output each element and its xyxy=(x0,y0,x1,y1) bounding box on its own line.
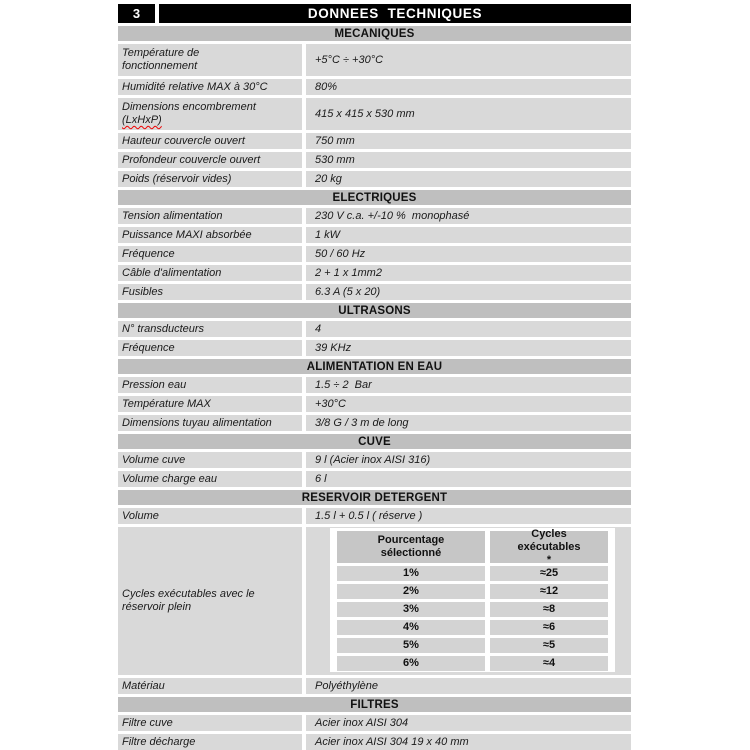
spec-value-cell xyxy=(306,265,631,281)
spec-label-line1: Profondeur couvercle ouvert xyxy=(122,153,261,166)
spec-label-cell xyxy=(118,44,302,76)
spec-label-line1: Matériau xyxy=(122,679,165,692)
spec-label-line2: (LxHxP) xyxy=(122,114,162,126)
spec-label xyxy=(122,454,185,467)
section-header: MECANIQUES xyxy=(118,26,631,41)
spec-label xyxy=(122,680,165,693)
spec-row xyxy=(118,321,631,337)
spec-row xyxy=(118,452,631,468)
spec-value-cell xyxy=(306,208,631,224)
spec-value-cell xyxy=(306,527,631,675)
spec-label xyxy=(122,588,298,614)
spec-label-line1: Hauteur couvercle ouvert xyxy=(122,134,245,147)
spec-value-cell xyxy=(306,715,631,731)
spec-row xyxy=(118,471,631,487)
spec-row xyxy=(118,377,631,393)
spec-label-line1: Filtre cuve xyxy=(122,716,173,729)
section-header: FILTRES xyxy=(118,697,631,712)
spec-label-cell xyxy=(118,321,302,337)
cycles-percent-cell: 4% xyxy=(337,620,485,635)
spec-value-cell xyxy=(306,171,631,187)
spec-value-cell xyxy=(306,79,631,95)
spec-value: Acier inox AISI 304 19 x 40 mm xyxy=(315,735,469,748)
spec-row xyxy=(118,415,631,431)
spec-label-cell xyxy=(118,452,302,468)
spec-label-line1: Dimensions tuyau alimentation xyxy=(122,416,272,429)
spec-value: 6.3 A (5 x 20) xyxy=(315,285,381,298)
spec-value-cell xyxy=(306,678,631,694)
spec-row xyxy=(118,284,631,300)
spec-label xyxy=(122,248,175,261)
spec-label-cell xyxy=(118,133,302,149)
cycles-count-cell: ≈12 xyxy=(490,584,608,599)
cycles-count-cell: ≈4 xyxy=(490,656,608,671)
spec-label-cell xyxy=(118,227,302,243)
spec-value: 1.5 ÷ 2 Bar xyxy=(315,378,372,391)
spec-label-cell xyxy=(118,208,302,224)
cycles-percent-cell: 5% xyxy=(337,638,485,653)
spec-label-line1: Humidité relative MAX à 30°C xyxy=(122,80,268,93)
spec-row xyxy=(118,208,631,224)
spec-label xyxy=(122,135,245,148)
section-header: ELECTRIQUES xyxy=(118,190,631,205)
cycles-percent-cell: 2% xyxy=(337,584,485,599)
spec-label xyxy=(122,473,217,486)
spec-label xyxy=(122,398,211,411)
spec-label-cell xyxy=(118,284,302,300)
spec-label-line1: Poids (réservoir vides) xyxy=(122,172,232,185)
spec-label xyxy=(122,81,268,94)
spec-label-line1: Pression eau xyxy=(122,378,187,391)
cycles-percent-cell: 3% xyxy=(337,602,485,617)
spec-label-cell xyxy=(118,79,302,95)
spec-row xyxy=(118,98,631,130)
spec-label xyxy=(122,323,204,336)
spec-label-line2: fonctionnement xyxy=(122,60,198,72)
spec-label-cell xyxy=(118,734,302,750)
chapter-number: 3 xyxy=(118,4,155,23)
spec-label-cell xyxy=(118,527,302,675)
spec-value-cell xyxy=(306,734,631,750)
spec-label-line1: Température MAX xyxy=(122,397,211,410)
spec-value: 415 x 415 x 530 mm xyxy=(315,107,415,120)
cycles-count-cell: ≈25 xyxy=(490,566,608,581)
spec-value-cell xyxy=(306,396,631,412)
spec-label xyxy=(122,47,199,73)
page-title-bar xyxy=(118,4,631,23)
spec-row xyxy=(118,171,631,187)
spec-row xyxy=(118,246,631,262)
spec-row xyxy=(118,527,631,675)
spec-label-cell xyxy=(118,265,302,281)
spec-label-cell xyxy=(118,152,302,168)
spec-label-line1: Fusibles xyxy=(122,285,163,298)
spec-label-line1: Câble d'alimentation xyxy=(122,266,222,279)
spec-value-cell xyxy=(306,321,631,337)
spec-label-cell xyxy=(118,678,302,694)
spec-value-cell xyxy=(306,508,631,524)
cycles-column-header: Pourcentage sélectionné xyxy=(337,531,485,563)
spec-value: 9 l (Acier inox AISI 316) xyxy=(315,453,431,466)
spec-label-line1: Volume cuve xyxy=(122,453,186,466)
spec-row xyxy=(118,340,631,356)
spec-label-cell xyxy=(118,415,302,431)
spec-label-cell xyxy=(118,377,302,393)
spec-value-cell xyxy=(306,340,631,356)
spec-label xyxy=(122,173,231,186)
section-header: CUVE xyxy=(118,434,631,449)
spec-row xyxy=(118,44,631,76)
cycles-count-cell: ≈8 xyxy=(490,602,608,617)
spec-label xyxy=(122,379,186,392)
spec-label xyxy=(122,154,260,167)
spec-value: 6 l xyxy=(315,472,327,485)
spec-value-cell xyxy=(306,227,631,243)
cycles-count-cell: ≈5 xyxy=(490,638,608,653)
spec-value: +5°C ÷ +30°C xyxy=(315,53,384,66)
spec-value: 20 kg xyxy=(315,172,342,185)
spec-row xyxy=(118,734,631,750)
spec-value-cell xyxy=(306,44,631,76)
spec-row xyxy=(118,508,631,524)
spec-value: 3/8 G / 3 m de long xyxy=(315,416,409,429)
page-title: DONNEES TECHNIQUES xyxy=(159,4,631,23)
spec-value-cell xyxy=(306,284,631,300)
spec-label-line1: Volume xyxy=(122,509,159,522)
spec-label-line1: N° transducteurs xyxy=(122,322,205,335)
spec-value-cell xyxy=(306,377,631,393)
spec-value: 50 / 60 Hz xyxy=(315,247,366,260)
spec-value: 39 KHz xyxy=(315,341,352,354)
spec-row xyxy=(118,715,631,731)
spec-value-cell xyxy=(306,98,631,130)
section-header: RESERVOIR DETERGENT xyxy=(118,490,631,505)
spec-label-cell xyxy=(118,715,302,731)
spec-label xyxy=(122,286,163,299)
spec-value-cell xyxy=(306,415,631,431)
spec-value: Acier inox AISI 304 xyxy=(315,716,409,729)
spec-value: +30°C xyxy=(315,397,347,410)
spec-label-line1: Fréquence xyxy=(122,247,175,260)
section-header: ULTRASONS xyxy=(118,303,631,318)
spec-value-cell xyxy=(306,133,631,149)
spec-label-line1: Filtre décharge xyxy=(122,735,196,748)
spec-value: 80% xyxy=(315,80,338,93)
spec-label-line1: Cycles exécutables avec le réservoir plein xyxy=(122,588,255,613)
spec-label xyxy=(122,510,159,523)
cycles-percent-cell: 1% xyxy=(337,566,485,581)
spec-label-line1: Fréquence xyxy=(122,341,175,354)
spec-label-cell xyxy=(118,246,302,262)
cycles-count-cell: ≈6 xyxy=(490,620,608,635)
spec-label-cell xyxy=(118,98,302,130)
spec-row xyxy=(118,79,631,95)
spec-value: 1.5 l + 0.5 l ( réserve ) xyxy=(315,509,423,522)
spec-label xyxy=(122,417,272,430)
spec-label xyxy=(122,101,256,127)
spec-value-cell xyxy=(306,471,631,487)
spec-label-line1: Puissance MAXI absorbée xyxy=(122,228,252,241)
spec-label-cell xyxy=(118,340,302,356)
spec-label-line1: Température de xyxy=(122,47,200,59)
spec-value: Polyéthylène xyxy=(315,679,378,692)
spec-label-cell xyxy=(118,396,302,412)
spec-label-line1: Tension alimentation xyxy=(122,209,223,222)
spec-label xyxy=(122,229,252,242)
cycles-column-header: Cycles exécutables * xyxy=(490,531,608,563)
spec-value: 1 kW xyxy=(315,228,341,241)
spec-label xyxy=(122,342,175,355)
cycles-table xyxy=(337,527,608,671)
spec-row xyxy=(118,396,631,412)
cycles-percent-cell: 6% xyxy=(337,656,485,671)
spec-label xyxy=(122,736,195,749)
spec-value: 750 mm xyxy=(315,134,355,147)
spec-value-cell xyxy=(306,452,631,468)
spec-label-cell xyxy=(118,471,302,487)
spec-label-cell xyxy=(118,508,302,524)
spec-value: 4 xyxy=(315,322,322,335)
spec-label-line1: Volume charge eau xyxy=(122,472,217,485)
spec-label-cell xyxy=(118,171,302,187)
spec-value: 230 V c.a. +/-10 % monophasé xyxy=(315,209,470,222)
spec-value: 530 mm xyxy=(315,153,355,166)
spec-label xyxy=(122,210,223,223)
spec-label xyxy=(122,717,173,730)
spec-value-cell xyxy=(306,152,631,168)
technical-data-page xyxy=(118,4,631,750)
spec-row xyxy=(118,133,631,149)
spec-label-line1: Dimensions encombrement xyxy=(122,101,256,113)
section-header: ALIMENTATION EN EAU xyxy=(118,359,631,374)
spec-label xyxy=(122,267,221,280)
spec-row xyxy=(118,678,631,694)
spec-row xyxy=(118,265,631,281)
spec-value-cell xyxy=(306,246,631,262)
cycles-table-window xyxy=(330,528,615,672)
spec-row xyxy=(118,227,631,243)
spec-row xyxy=(118,152,631,168)
spec-value: 2 + 1 x 1mm2 xyxy=(315,266,382,279)
